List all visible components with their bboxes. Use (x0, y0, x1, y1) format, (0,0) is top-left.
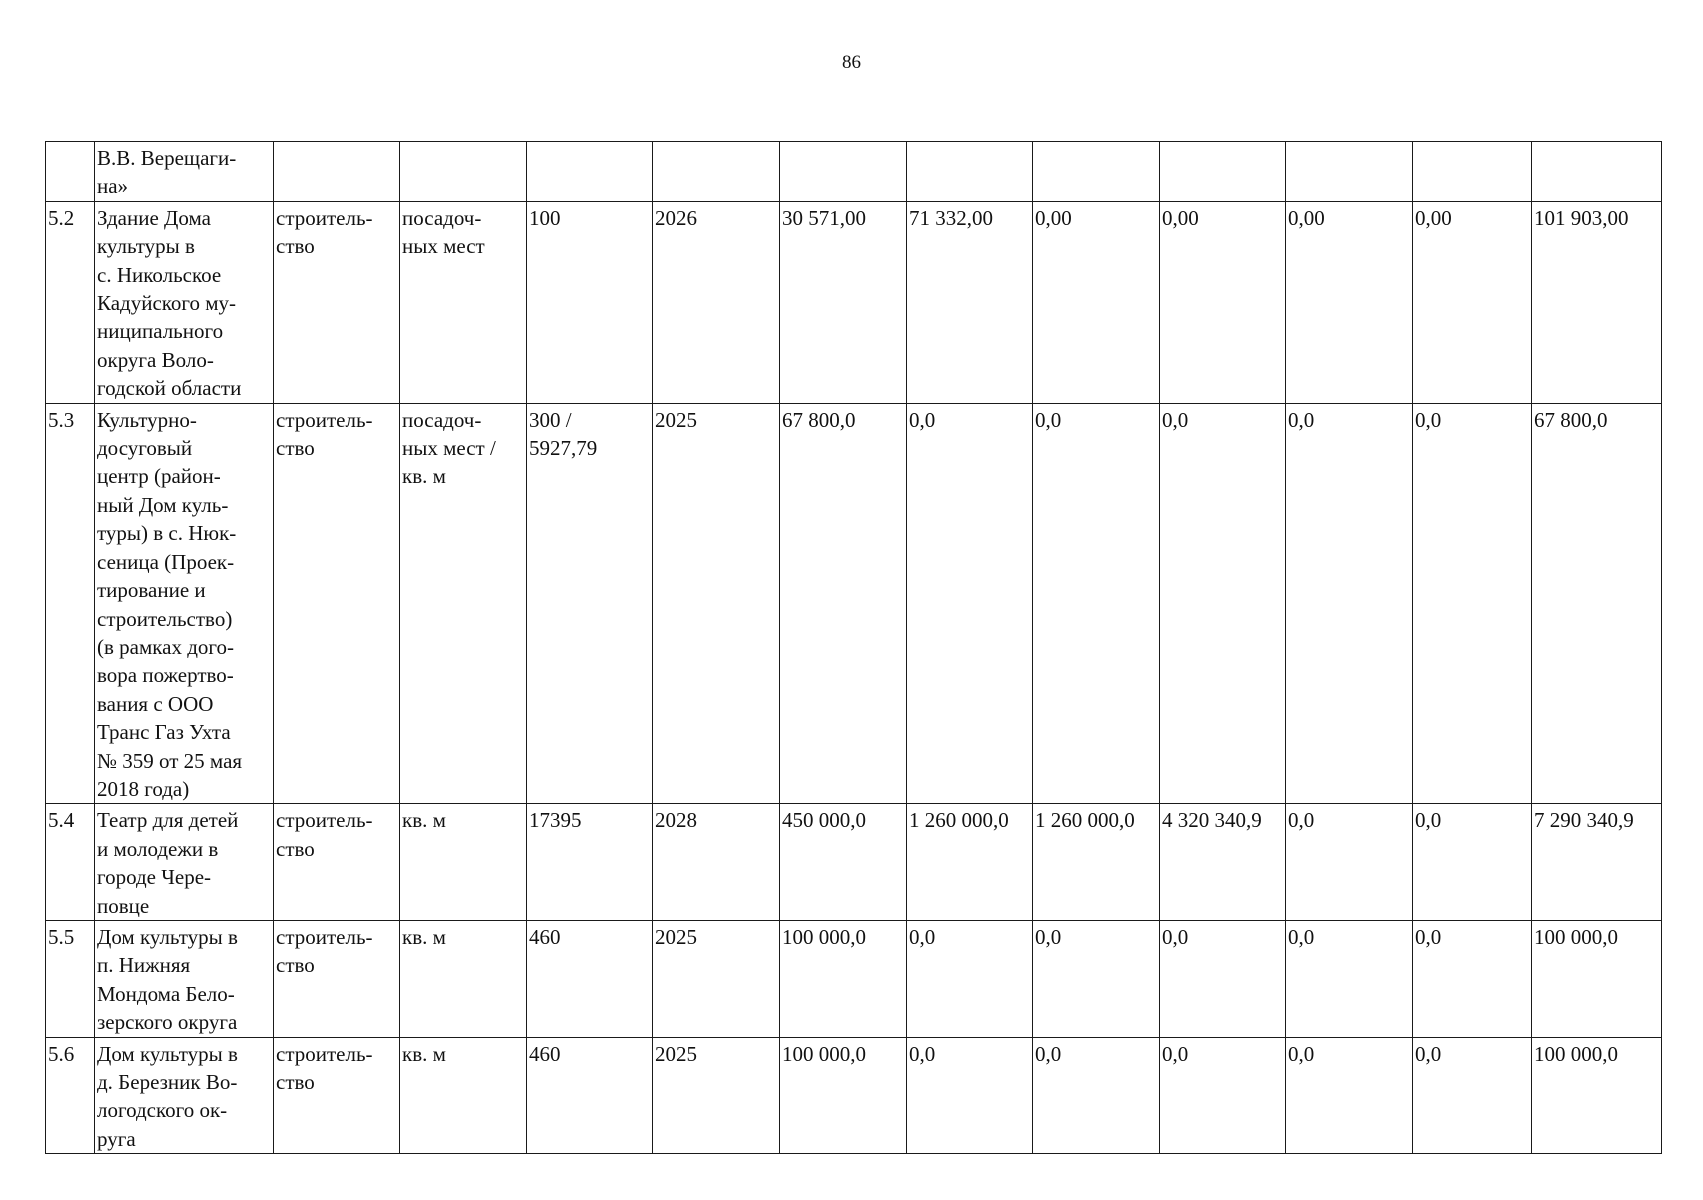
amount-cell: 71 332,00 (907, 201, 1033, 403)
table-row (46, 403, 1662, 804)
total-amount: 100 000,0 (1532, 920, 1662, 1037)
row-number: 5.6 (46, 1037, 95, 1154)
amount-cell: 0,0 (907, 1037, 1033, 1154)
amount-cell: 0,0 (907, 920, 1033, 1037)
total-amount: 100 000,0 (1532, 1037, 1662, 1154)
capacity-value: 460 (527, 1037, 653, 1154)
table-row (46, 804, 1662, 921)
row-number: 5.2 (46, 201, 95, 403)
amount-cell: 1 260 000,0 (1033, 804, 1160, 921)
row-number: 5.5 (46, 920, 95, 1037)
completion-year: 2028 (653, 804, 780, 921)
capacity-value: 100 (527, 201, 653, 403)
work-type: строитель- ство (274, 804, 400, 921)
amount-cell: 0,00 (1033, 201, 1160, 403)
table-row (46, 920, 1662, 1037)
amount-cell: 450 000,0 (780, 804, 907, 921)
amount-cell (907, 142, 1033, 202)
capacity-value (527, 142, 653, 202)
page-number: 86 (842, 52, 861, 73)
amount-cell: 0,0 (1160, 403, 1286, 804)
amount-cell: 67 800,0 (780, 403, 907, 804)
amount-cell: 30 571,00 (780, 201, 907, 403)
object-name: Театр для детей и молодежи в городе Чере- повце (95, 804, 274, 921)
amount-cell: 0,0 (1160, 1037, 1286, 1154)
amount-cell: 0,0 (1413, 1037, 1532, 1154)
amount-cell: 0,00 (1160, 201, 1286, 403)
amount-cell: 0,0 (1413, 403, 1532, 804)
object-name: В.В. Верещаги- на» (95, 142, 274, 202)
row-number (46, 142, 95, 202)
work-type: строитель- ство (274, 1037, 400, 1154)
construction-objects-table (45, 141, 1662, 1154)
amount-cell (1286, 142, 1413, 202)
total-amount: 67 800,0 (1532, 403, 1662, 804)
total-amount: 7 290 340,9 (1532, 804, 1662, 921)
capacity-unit: посадоч- ных мест / кв. м (400, 403, 527, 804)
table-row (46, 201, 1662, 403)
amount-cell: 0,0 (1033, 403, 1160, 804)
completion-year (653, 142, 780, 202)
amount-cell (1160, 142, 1286, 202)
amount-cell: 0,0 (1413, 804, 1532, 921)
amount-cell: 4 320 340,9 (1160, 804, 1286, 921)
capacity-unit (400, 142, 527, 202)
capacity-value: 300 / 5927,79 (527, 403, 653, 804)
amount-cell: 0,00 (1286, 201, 1413, 403)
amount-cell (1413, 142, 1532, 202)
capacity-value: 17395 (527, 804, 653, 921)
amount-cell: 0,0 (1286, 1037, 1413, 1154)
table-row (46, 1037, 1662, 1154)
amount-cell: 0,0 (1033, 1037, 1160, 1154)
amount-cell: 0,0 (1286, 804, 1413, 921)
completion-year: 2026 (653, 201, 780, 403)
object-name: Культурно- досуговый центр (район- ный Дом куль- туры) в с. Нюк- сеница (Проек- тирование и строительство) (в рамках дого- вора пожертво- вания с ООО Транс Газ Ухта № 359 от 25 мая 2018 года) (95, 403, 274, 804)
row-number: 5.3 (46, 403, 95, 804)
completion-year: 2025 (653, 403, 780, 804)
capacity-value: 460 (527, 920, 653, 1037)
capacity-unit: кв. м (400, 920, 527, 1037)
capacity-unit: посадоч- ных мест (400, 201, 527, 403)
row-number: 5.4 (46, 804, 95, 921)
work-type: строитель- ство (274, 920, 400, 1037)
work-type (274, 142, 400, 202)
object-name: Дом культуры в д. Березник Во- логодского ок- руга (95, 1037, 274, 1154)
amount-cell: 100 000,0 (780, 920, 907, 1037)
amount-cell: 0,0 (1033, 920, 1160, 1037)
amount-cell: 0,0 (1286, 403, 1413, 804)
work-type: строитель- ство (274, 403, 400, 804)
amount-cell (1033, 142, 1160, 202)
amount-cell: 1 260 000,0 (907, 804, 1033, 921)
amount-cell: 0,0 (1286, 920, 1413, 1037)
total-amount (1532, 142, 1662, 202)
amount-cell: 0,0 (1160, 920, 1286, 1037)
total-amount: 101 903,00 (1532, 201, 1662, 403)
work-type: строитель- ство (274, 201, 400, 403)
object-name: Здание Дома культуры в с. Никольское Кадуйского му- ниципального округа Воло- годской области (95, 201, 274, 403)
amount-cell (780, 142, 907, 202)
amount-cell: 0,0 (907, 403, 1033, 804)
table-row (46, 142, 1662, 202)
completion-year: 2025 (653, 1037, 780, 1154)
capacity-unit: кв. м (400, 804, 527, 921)
amount-cell: 0,00 (1413, 201, 1532, 403)
object-name: Дом культуры в п. Нижняя Мондома Бело- зерского округа (95, 920, 274, 1037)
capacity-unit: кв. м (400, 1037, 527, 1154)
amount-cell: 100 000,0 (780, 1037, 907, 1154)
amount-cell: 0,0 (1413, 920, 1532, 1037)
completion-year: 2025 (653, 920, 780, 1037)
